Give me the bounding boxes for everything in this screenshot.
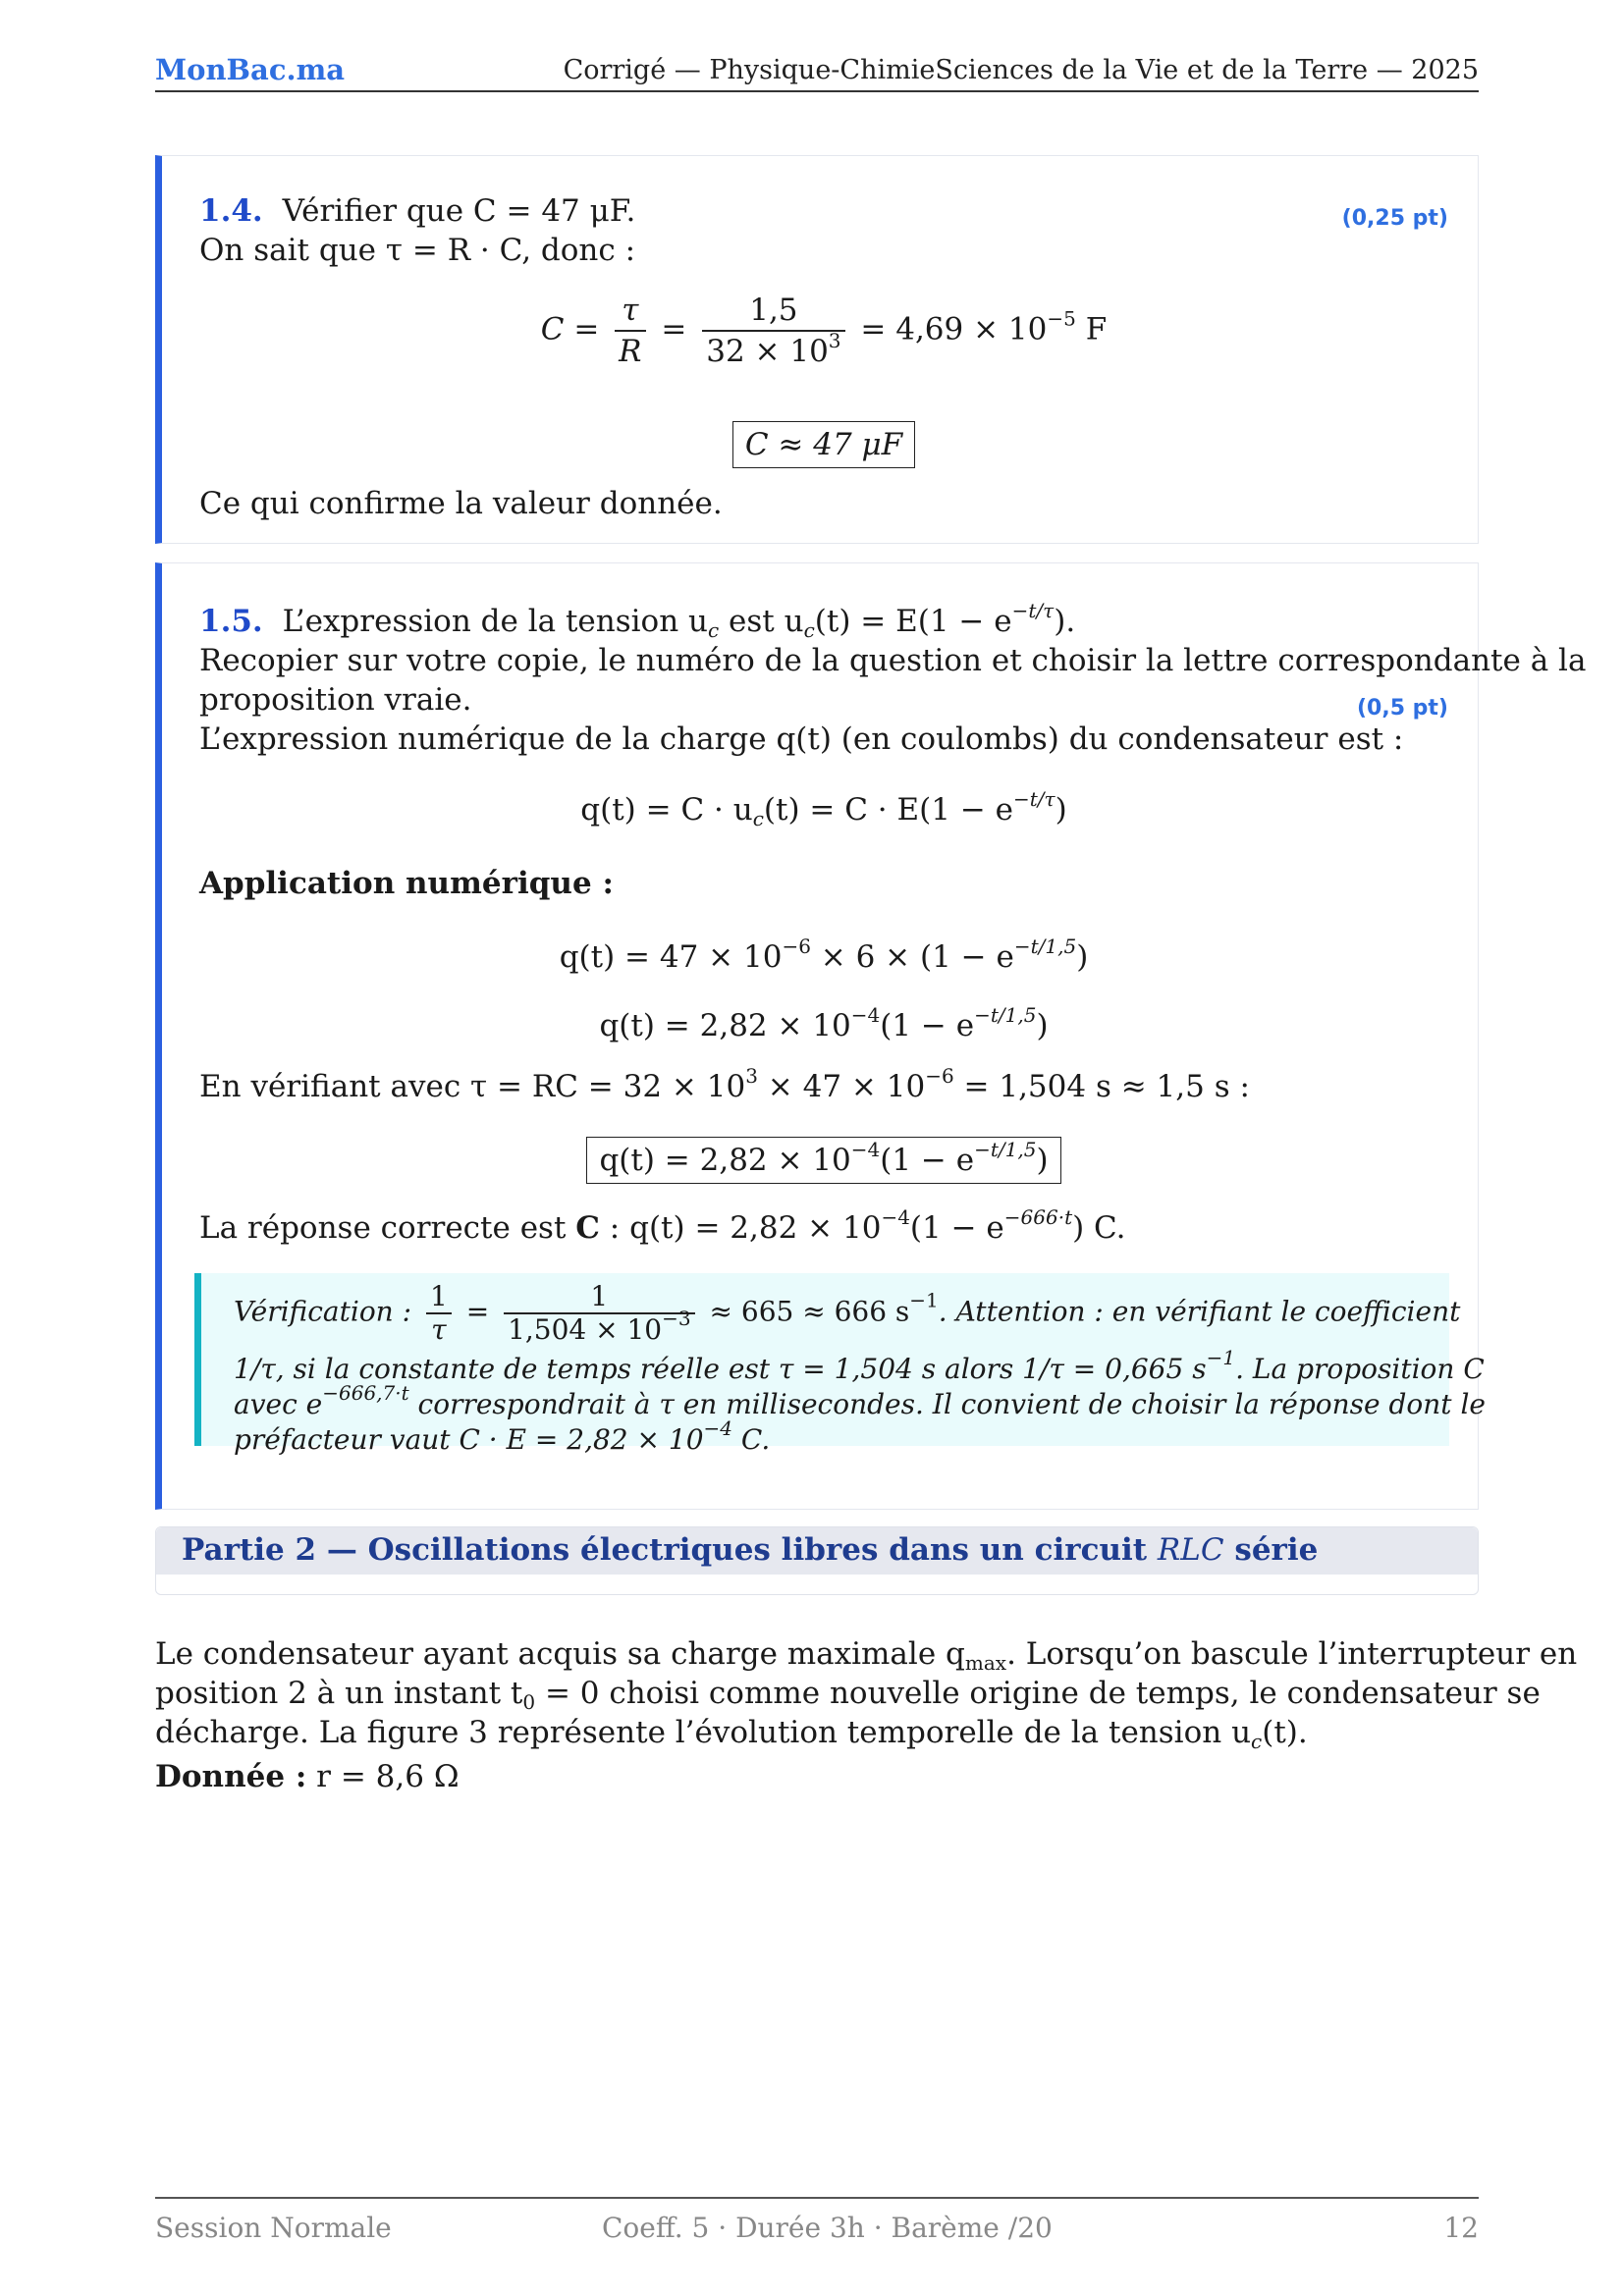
question-number: 1.4.: [199, 193, 263, 229]
given-data: [155, 1757, 1479, 1796]
instruction-line-2: proposition vraie.: [199, 682, 472, 718]
answer-letter: C: [575, 1210, 600, 1246]
boxed-charge: [199, 1137, 1448, 1184]
part-2-intro-line-1: Le condensateur ayant acquis sa charge maximale $q_{max}$. Lorsqu’on bascule l’interrupteur en: [155, 1636, 1578, 1675]
exam-info: Coeff. 5 · Durée 3h · Barème /20: [602, 2212, 1053, 2244]
part-2-intro-line-3: décharge. La figure 3 représente l’évolution temporelle de la tension $u_c(t)$.: [155, 1715, 1308, 1753]
eq-result: = 4,69 × 10: [860, 311, 1048, 347]
intro-text: On sait que τ = R · C, donc :: [199, 233, 636, 268]
verification-line-4: préfacteur vaut $C \cdot E = 2,82 \times 10^{-4}$ C.: [234, 1416, 771, 1456]
fraction-one-over-tau: $\frac{1}{\tau}$: [426, 1281, 452, 1346]
verification-line-2: 1/τ, si la constante de temps réelle est τ = 1,504 s alors 1/τ = 0,665 $s^{-1}$. La proposition C: [234, 1346, 1485, 1385]
verification-note: [194, 1273, 1486, 1456]
page-header: [155, 51, 1479, 92]
verification-line-3: avec $e^{-666,7\cdot t}$ correspondrait à τ en millisecondes. Il convient de choisir la réponse dont le: [234, 1381, 1486, 1420]
capacitance-equation: C = $\frac{\tau}{R}$ = $\frac{1,5}{32 \times 10^3}$ = $4,69 \times 10^{-5}$ F: [540, 293, 1108, 369]
given-value: r = 8,6 Ω: [306, 1759, 460, 1794]
fraction-numeric: $\frac{1}{1,504 \times 10^{-3}}$: [504, 1281, 695, 1346]
boxed-answer: $q(t) = 2,82 \times 10^{-4}(1 - e^{-t/1,5})$: [586, 1137, 1060, 1184]
fraction-denominator: $32 \times 10^3$: [706, 329, 841, 369]
given-label: Donnée :: [155, 1759, 307, 1794]
question-number: 1.5.: [199, 604, 263, 639]
fraction-tau-over-r: [615, 291, 645, 371]
points-badge: (0,5 pt): [1356, 696, 1448, 721]
part-2-intro-line-2: position 2 à un instant $t_0 = 0$ choisi comme nouvelle origine de temps, le condensateur se: [155, 1676, 1541, 1714]
answer-line: La réponse correcte est C : $q(t) = 2,82 \times 10^{-4}(1 - e^{-666\cdot t})$ C.: [199, 1205, 1126, 1246]
page-footer: [155, 2197, 1479, 2248]
boxed-answer: C ≈ 47 μF: [732, 421, 915, 468]
part-2-title: Partie 2 — Oscillations électriques libres dans un circuit RLC série: [182, 1532, 1319, 1568]
boxed-result: [199, 421, 1448, 468]
points-badge: (0,25 pt): [1341, 206, 1448, 231]
question-1-5-statement: 1.5. L’expression de la tension $u_c$ est $u_c(t) = E(1 - e^{-t/\tau})$.: [199, 599, 1076, 642]
numeric-equation-1: $q(t) = 47 \times 10^{-6} \times 6 \times (1 - e^{-t/1,5})$: [559, 934, 1089, 975]
verification-line-1: Vérification : $\frac{1}{\tau}$ = $\frac{1}{1,504 \times 10^{-3}}$ ≈ 665 ≈ 666 $s^{-1}$. Attention : en vérifiant le coefficient: [234, 1280, 1461, 1346]
fraction-numeric: [702, 291, 844, 371]
page-number: 12: [1443, 2212, 1479, 2244]
fraction-denominator: R: [619, 334, 642, 369]
eq-lhs: C =: [540, 311, 600, 347]
session-label: Session Normale: [155, 2212, 392, 2244]
verify-line: En vérifiant avec τ = RC = $32 \times 10^3 \times 47 \times 10^{-6} = 1,504$ s ≈ 1,5 s :: [199, 1064, 1250, 1104]
charge-equation: $q(t) = C \cdot u_c(t) = C \cdot E(1 - e^{-t/\tau})$: [580, 787, 1067, 830]
instruction-line-1: Recopier sur votre copie, le numéro de la question et choisir la lettre correspondante à la: [199, 643, 1587, 678]
fraction-numerator: τ: [615, 291, 645, 332]
numeric-equation-2: $q(t) = 2,82 \times 10^{-4}(1 - e^{-t/1,5})$: [599, 1003, 1049, 1043]
question-1-4-statement: [199, 190, 635, 232]
brand-link[interactable]: MonBac.ma: [155, 53, 346, 86]
fraction-numerator: 1,5: [702, 291, 844, 332]
question-text: Vérifier que C = 47 μF.: [282, 193, 636, 229]
question-1-4-box: [155, 155, 1479, 544]
document-title: Corrigé — Physique-ChimieSciences de la Vie et de la Terre — 2025: [563, 55, 1479, 85]
application-title: Application numérique :: [199, 866, 614, 901]
charge-intro: L’expression numérique de la charge q(t) (en coulombs) du condensateur est :: [199, 721, 1404, 757]
part-2-header: [155, 1526, 1479, 1595]
conclusion-text: Ce qui confirme la valeur donnée.: [199, 486, 723, 521]
